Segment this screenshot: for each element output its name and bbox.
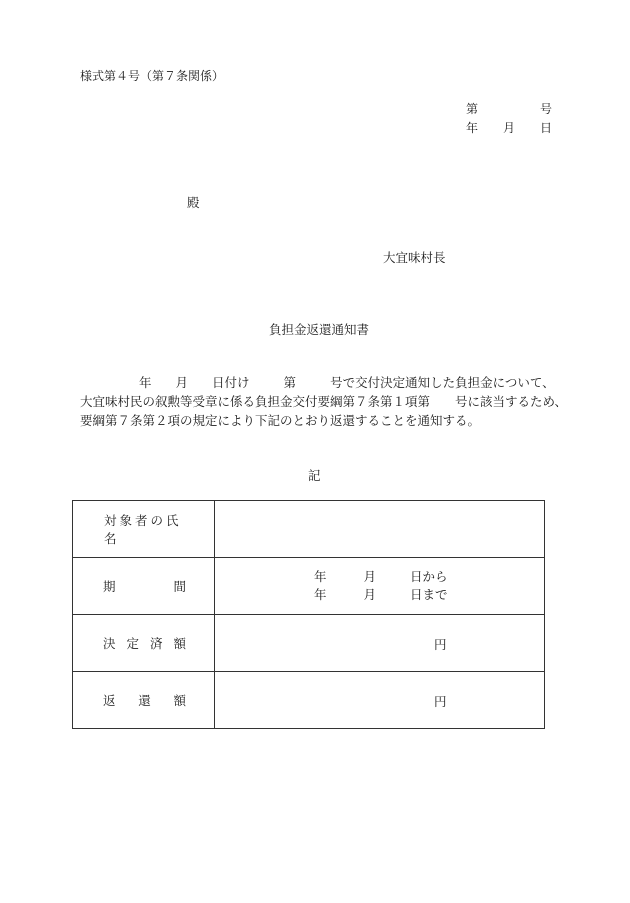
yen-unit: 円 — [434, 694, 447, 709]
table-row — [73, 615, 545, 672]
body-month: 月 — [175, 375, 189, 390]
table-row — [73, 501, 545, 558]
from-month: 月 — [363, 569, 377, 584]
date-month: 月 — [502, 121, 515, 135]
body-line-3: 要綱第７条第２項の規定により下記のとおり返還することを通知する。 — [80, 413, 481, 428]
from-year: 年 — [314, 569, 327, 584]
refund-amount-value — [215, 672, 545, 729]
body-date-suffix: 日付け — [212, 375, 250, 390]
addressee-suffix: 殿 — [187, 195, 200, 210]
issuer: 大宜味村長 — [383, 250, 446, 265]
to-month: 月 — [363, 587, 377, 602]
target-person-value — [215, 501, 545, 558]
period-from — [314, 568, 448, 586]
to-year: 年 — [314, 587, 327, 602]
body-line-2: 大宜味村民の叙勲等受章に係る負担金交付要綱第７条第１項第 号に該当するため、 — [80, 394, 568, 409]
label-target-person — [73, 501, 215, 558]
date-year: 年 — [466, 121, 479, 135]
from-day: 日から — [410, 569, 448, 584]
doc-number-dai: 第 — [466, 102, 479, 116]
label-char: 返 — [103, 693, 116, 708]
label-char: 決 — [103, 636, 116, 651]
label-period — [73, 558, 215, 615]
label-char: 間 — [173, 579, 186, 594]
yen-unit: 円 — [434, 637, 447, 652]
label-refund-amount — [73, 672, 215, 729]
ki-heading: 記 — [308, 468, 321, 483]
form-number: 様式第４号（第７条関係） — [80, 69, 225, 83]
label-char: 期 — [103, 579, 116, 594]
document-title: 負担金返還通知書 — [269, 322, 370, 337]
body-dai: 第 — [283, 375, 297, 390]
period-value — [215, 558, 545, 615]
label-char: 済 — [149, 636, 163, 651]
date-day: 日 — [539, 121, 552, 135]
body-paragraph — [80, 373, 567, 430]
label-char: 還 — [138, 693, 151, 708]
decided-amount-value — [215, 615, 545, 672]
label-char: 額 — [173, 693, 186, 708]
body-line1-end: 号で交付決定通知した負担金について、 — [330, 375, 555, 390]
body-line-1 — [80, 373, 567, 392]
doc-number-gou: 号 — [539, 102, 552, 116]
label-text: 対象者の氏名 — [104, 513, 182, 546]
period-to — [314, 586, 448, 604]
label-char: 額 — [173, 636, 186, 651]
label-decided-amount — [73, 615, 215, 672]
body-year: 年 — [139, 375, 152, 390]
table-row — [73, 558, 545, 615]
document-number-block — [466, 100, 552, 138]
table-row — [73, 672, 545, 729]
refund-table — [72, 500, 545, 729]
to-day: 日まで — [410, 587, 448, 602]
label-char: 定 — [126, 636, 139, 651]
